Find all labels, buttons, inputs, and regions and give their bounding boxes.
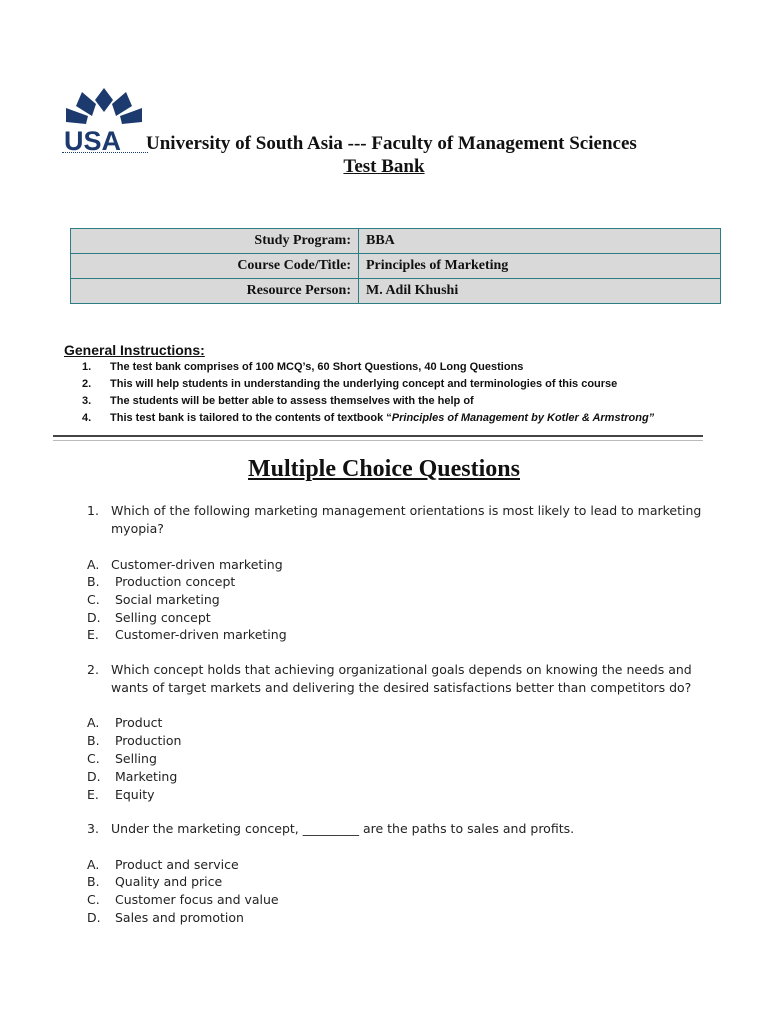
option-item [87, 856, 239, 874]
option-letter: E. [87, 787, 99, 802]
question-number: 1. [87, 503, 99, 518]
section-title: Multiple Choice Questions [247, 456, 520, 482]
option-item [87, 909, 244, 927]
option-letter: E. [87, 627, 99, 642]
textbook-title: Principles of Management by Kotler & Armstrong” [391, 412, 655, 424]
option-item [87, 891, 279, 909]
option-text: Selling concept [111, 610, 211, 625]
option-text: Product and service [111, 857, 239, 872]
option-text: Sales and promotion [111, 910, 244, 925]
section-divider [53, 435, 703, 437]
option-item [87, 873, 222, 891]
instruction-number: 1. [82, 361, 92, 373]
option-item [87, 732, 181, 750]
option-letter: D. [87, 769, 101, 784]
instruction-text: This will help students in understanding the underlying concept and terminologies of this course [110, 378, 618, 390]
instruction-number: 2. [82, 378, 92, 390]
instruction-text: The students will be better able to assess themselves with the help of [110, 395, 474, 407]
option-text: Customer-driven marketing [111, 627, 287, 642]
question-3 [87, 820, 717, 838]
option-item [87, 714, 162, 732]
option-text: Quality and price [111, 874, 223, 889]
option-text: Marketing [111, 769, 178, 784]
option-item [87, 609, 211, 627]
option-letter: B. [87, 733, 100, 748]
logo-emblem-icon [62, 86, 146, 130]
university-logo [62, 86, 146, 156]
option-letter: B. [87, 574, 100, 589]
option-text: Customer-driven marketing [111, 557, 283, 572]
question-2 [87, 661, 717, 697]
list-item [82, 410, 654, 427]
option-letter: C. [87, 892, 100, 907]
university-title: University of South Asia --- Faculty of Management Sciences [146, 133, 637, 154]
option-text: Product [111, 715, 163, 730]
option-item [87, 626, 287, 644]
resource-person-value: M. Adil Khushi [359, 279, 721, 304]
option-item [87, 556, 283, 574]
study-program-label: Study Program: [71, 229, 359, 254]
table-row [71, 229, 721, 254]
list-item [82, 393, 654, 410]
option-letter: B. [87, 874, 100, 889]
option-letter: C. [87, 592, 100, 607]
question-text: Under the marketing concept, _________ are the paths to sales and profits. [111, 821, 575, 836]
logo-underline [62, 152, 148, 153]
option-letter: C. [87, 751, 100, 766]
option-text: Social marketing [111, 592, 220, 607]
list-item [82, 376, 654, 393]
option-item [87, 786, 155, 804]
option-item [87, 591, 220, 609]
option-item [87, 750, 157, 768]
option-letter: A. [87, 857, 100, 872]
table-row [71, 279, 721, 304]
instruction-text: This test bank is tailored to the contents of textbook “ [110, 412, 392, 424]
instruction-number: 4. [82, 412, 92, 424]
resource-person-label: Resource Person: [71, 279, 359, 304]
question-number: 2. [87, 662, 99, 677]
table-row [71, 254, 721, 279]
page-subtitle: Test Bank [343, 156, 425, 177]
option-letter: A. [87, 557, 100, 572]
option-letter: D. [87, 910, 101, 925]
question-number: 3. [87, 821, 99, 836]
question-text: Which concept holds that achieving organizational goals depends on knowing the needs and wants of target markets and delivering the desired satisfactions better than competitors do? [111, 662, 692, 695]
option-item [87, 573, 235, 591]
general-instructions-list [82, 359, 654, 427]
option-letter: A. [87, 715, 100, 730]
study-program-value: BBA [359, 229, 721, 254]
option-text: Customer focus and value [111, 892, 279, 907]
list-item [82, 359, 654, 376]
option-letter: D. [87, 610, 101, 625]
option-text: Production concept [111, 574, 236, 589]
course-code-label: Course Code/Title: [71, 254, 359, 279]
option-text: Selling [111, 751, 157, 766]
instruction-number: 3. [82, 395, 92, 407]
logo-text: USA [64, 126, 122, 156]
section-divider-shadow [53, 440, 703, 441]
question-text: Which of the following marketing management orientations is most likely to lead to marketing myopia? [111, 503, 702, 536]
general-instructions-heading: General Instructions: [64, 342, 205, 358]
option-item [87, 768, 177, 786]
instruction-text: The test bank comprises of 100 MCQ’s, 60 Short Questions, 40 Long Questions [110, 361, 524, 373]
course-info-table [70, 228, 721, 304]
option-text: Equity [111, 787, 155, 802]
question-1 [87, 502, 717, 538]
option-text: Production [111, 733, 182, 748]
course-code-value: Principles of Marketing [359, 254, 721, 279]
